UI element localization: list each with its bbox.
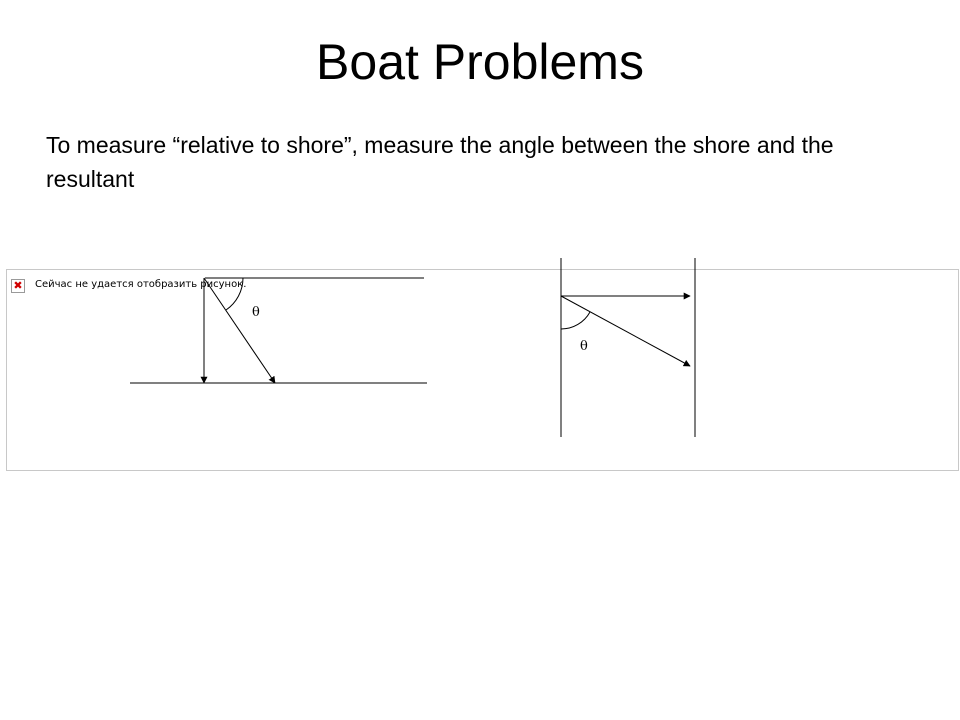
broken-image-icon: ✖ [11,279,25,293]
angle-label: θ [580,339,588,354]
angle-label: θ [252,305,260,320]
angle-arc [226,278,243,310]
slide-title: Boat Problems [316,34,644,90]
resultant-arrow [561,296,690,366]
right-diagram [561,258,695,437]
broken-image-message: Сейчас не удается отобразить рисунок. [35,279,247,290]
slide-body-text: To measure “relative to shore”, measure the angle between the shore and the resultant [46,132,834,192]
left-diagram [130,278,427,383]
angle-arc [561,312,590,329]
